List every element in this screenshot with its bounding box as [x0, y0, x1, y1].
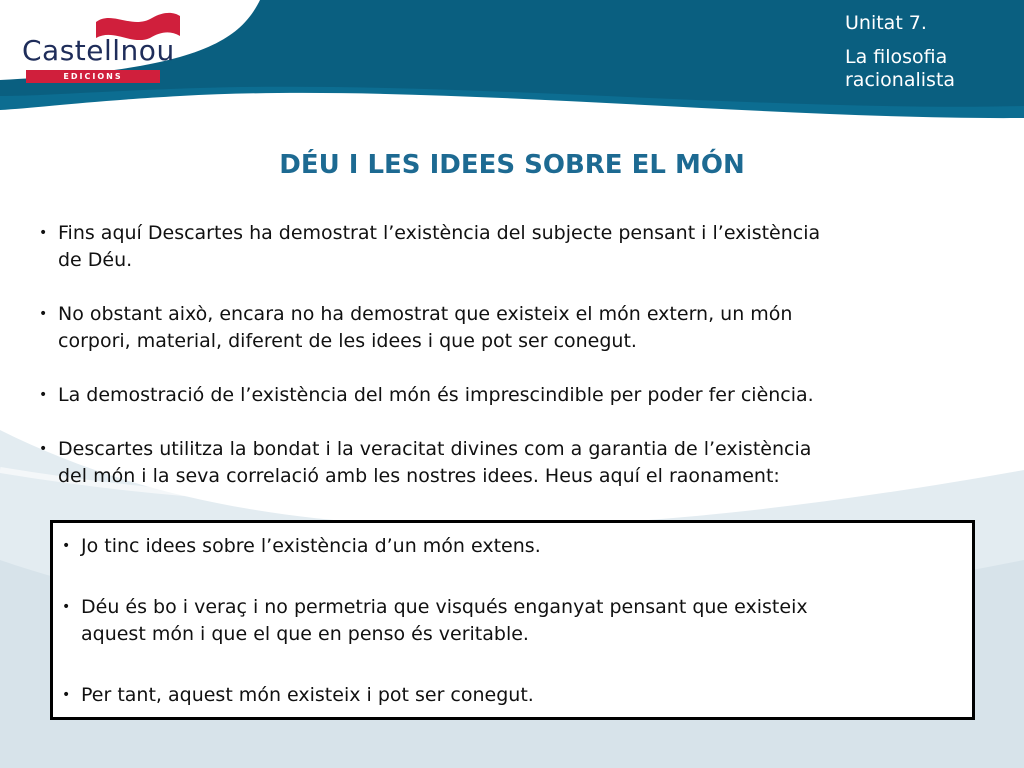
slide-title: DÉU I LES IDEES SOBRE EL MÓN: [279, 150, 745, 180]
bullet-list: [36, 220, 986, 490]
reasoning-item: [59, 533, 972, 560]
reasoning-box: [50, 520, 975, 720]
unit-info: [845, 12, 1020, 92]
reasoning-list: [53, 523, 972, 709]
bullet-line: • La demostració de l’existència del món és imprescindible per poder fer ciència.: [58, 384, 814, 406]
spacer: [36, 274, 986, 301]
spacer: [59, 648, 972, 682]
bullet-line: • Fins aquí Descartes ha demostrat l’existència del subjecte pensant i l’existència: [58, 222, 821, 244]
bullet-line: • Descartes utilitza la bondat i la veracitat divines com a garantia de l’existència: [58, 438, 812, 460]
bullet-line: del món i la seva correlació amb les nostres idees. Heus aquí el raonament:: [58, 465, 780, 487]
brand-sub: EDICIONS: [26, 70, 160, 83]
reasoning-item: [59, 594, 972, 648]
unit-subtitle-2: racionalista: [845, 69, 956, 91]
spacer: [59, 560, 972, 594]
reasoning-line: • Déu és bo i veraç i no permetria que visqués enganyat pensant que existeix: [81, 596, 808, 618]
bullet-line: • No obstant això, encara no ha demostrat que existeix el món extern, un món: [58, 303, 793, 325]
bullet-line: de Déu.: [58, 249, 133, 271]
unit-title: Unitat 7.: [845, 12, 927, 34]
spacer: [36, 409, 986, 436]
spacer: [36, 355, 986, 382]
unit-subtitle-1: La filosofia: [845, 46, 948, 68]
brand-logo[interactable]: [22, 8, 175, 81]
bullet-item: [36, 220, 986, 274]
reasoning-line: • Jo tinc idees sobre l’existència d’un món extens.: [81, 535, 541, 557]
bullet-item: [36, 436, 986, 490]
brand-name: Castellnou: [22, 34, 175, 67]
reasoning-line: • Per tant, aquest món existeix i pot ser conegut.: [81, 684, 534, 706]
reasoning-item: [59, 682, 972, 709]
reasoning-line: aquest món i que el que en penso és veritable.: [81, 623, 529, 645]
bullet-line: corpori, material, diferent de les idees i que pot ser conegut.: [58, 330, 637, 352]
bullet-item: [36, 301, 986, 355]
bullet-item: [36, 382, 986, 409]
